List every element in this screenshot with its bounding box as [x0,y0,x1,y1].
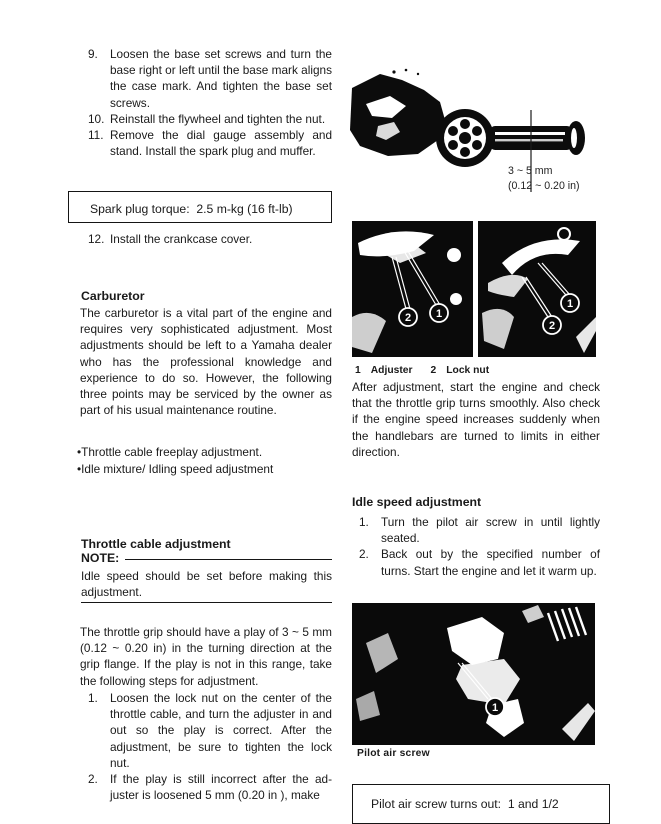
step-text: Loosen the lock nut on the center of the throttle cable, and turn the adjuster in and out so the play is correct. After the adjustment, be sure to tighten the lock nut. [110,691,332,770]
photo-legend [355,360,507,378]
callout-1-number: 1 [491,702,499,714]
pilot-air-screw-caption: Pilot air screw [357,748,430,759]
steps-1-2 [80,690,332,803]
step-text: Reinstall the flywheel and tighten the nut. [110,111,326,126]
step-text: Install the crankcase cover. [110,232,253,246]
after-adjustment-paragraph: After adjustment, start the engine and check that the throttle grip turns smoothly. Also check if the engine speed increases suddenly when the handlebars are turned to limits in either direction. [352,380,600,459]
spark-plug-torque-text: Spark plug torque: 2.5 m-kg (16 ft-lb) [90,202,293,216]
note-text: Idle speed should be set before making this adjustment. [81,569,332,600]
pilot-air-screw-illustration [352,603,595,745]
adjuster-locknut-illustration [352,221,596,357]
throttle-paragraph: The throttle grip should have a play of 3 ~ 5 mm (0.12 ~ 0.20 in) in the turning direction at the grip flange. If the play is not in this range, take the following steps for adjustment. [80,625,332,688]
step-number: 1. [88,691,98,705]
step-2 [80,771,332,803]
legend-label: Adjuster [370,365,413,376]
step-10 [80,111,332,127]
idle-steps [355,514,600,579]
legend-number: 1 [355,365,361,376]
steps-9-11 [80,46,332,159]
callout-1-number: 1 [566,298,574,310]
idle-speed-heading: Idle speed adjustment [352,495,482,509]
step-11 [80,127,332,159]
bullet-list [77,444,335,477]
spark-plug-torque-box [68,191,332,223]
legend-number: 2 [430,365,437,376]
bullet-item: •Idle mixture/ Idling speed adjustment [77,461,274,476]
legend-label: Lock nut [446,365,490,376]
step-1 [80,690,332,771]
step-number: 2. [88,772,98,787]
measurement-caption-mm: 3 ~ 5 mm [508,165,553,177]
step-12 [80,231,332,247]
step-text: Back out by the specified number of turns. Start the engine and let it warm up. [381,547,600,578]
callout-2-number: 2 [548,320,556,332]
step-number: 1. [359,515,369,529]
pilot-air-screw-box-text: Pilot air screw turns out: 1 and 1/2 [371,797,559,811]
photo-pilot-air-screw [352,603,595,745]
measurement-caption [508,164,580,194]
step-number: 10. [88,111,105,126]
photo-adjuster-locknut [352,221,596,357]
step-text: Remove the dial gauge assembly and stand. Install the spark plug and muffer. [110,128,332,159]
callout-1-number: 1 [435,308,443,320]
callout-2-number: 2 [404,312,412,324]
note-bottom-rule [81,602,332,603]
step-text: Turn the pilot air screw in until lightly seated. [381,515,600,546]
step-number: 12. [88,232,105,246]
bullet-item: •Throttle cable freeplay adjustment. [77,445,263,459]
idle-step-2 [355,546,600,578]
note-label: NOTE: [81,551,120,565]
pilot-air-screw-box [352,784,610,824]
carburetor-heading: Carburetor [81,289,145,303]
carburetor-paragraph: The carburetor is a vital part of the engine and requires very sophisticated adjustment. Most adjustments should be left to a Yamaha dealer who has the professional knowledge and experience to do so. However, the following three points may be serviced by the owner as part of his usual maintenance routine. [80,306,332,418]
step-9 [80,46,332,111]
note-rule-line [125,559,332,560]
step-text: If the play is still incorrect after the ad-juster is loosened 5 mm (0.20 in ), make [110,772,332,803]
idle-step-1 [355,514,600,546]
measurement-caption-in: (0.12 ~ 0.20 in) [508,180,580,192]
step-text: Loosen the base set screws and turn the base right or left until the base mark aligns the case mark. And tighten the base set screws. [110,47,332,110]
throttle-cable-heading: Throttle cable adjustment [81,537,231,551]
step-number: 2. [359,547,369,562]
note-row [81,551,332,566]
step-number: 11. [88,128,104,143]
step-number: 9. [88,47,98,61]
